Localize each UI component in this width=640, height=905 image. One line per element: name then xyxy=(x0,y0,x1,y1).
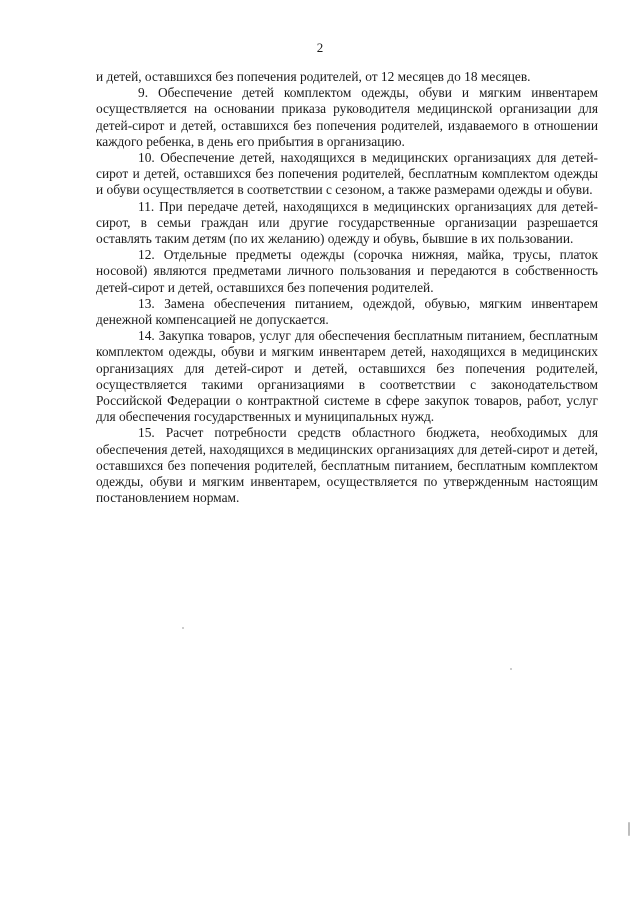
paragraph-continuation: и детей, оставшихся без попечения родителей, от 12 месяцев до 18 месяцев. xyxy=(96,69,531,84)
paragraph-item-9: 9. Обеспечение детей комплектом одежды, обуви и мягким инвентарем осуществляется на основании приказа руководителя медицинской организации для детей-сирот и детей, оставшихся без попечения родителей, издаваемого в отношении каждого ребенка, в день его прибытия в организацию. xyxy=(96,85,598,149)
scan-artifact xyxy=(510,668,512,670)
paragraph-item-11: 11. При передаче детей, находящихся в медицинских организациях для детей-сирот, в семьи граждан или другие государственные организации разрешается оставлять таким детям (по их желанию) одежду и обувь, бывшие в их пользовании. xyxy=(96,198,598,247)
page-number: 2 xyxy=(316,40,324,55)
paragraph-item-15: 15. Расчет потребности средств областного бюджета, необходимых для обеспечения детей, находящихся в медицинских организациях для детей-сирот и детей, оставшихся без попечения родителей, бесплатным питанием, бесплатным комплектом одежды, обуви и мягким инвентарем, осуществляется по утвержденным настоящим постановлением нормам. xyxy=(96,425,598,506)
paragraph-item-14: 14. Закупка товаров, услуг для обеспечения бесплатным питанием, бесплатным комплектом одежды, обуви и мягким инвентарем детей, находящихся в медицинских организациях для детей-сирот и детей, оставшихся без попечения родителей, осуществляется такими организациями в соответствии с законодательством Российской Федерации о контрактной системе в сфере закупок товаров, работ, услуг для обеспечения государственных и муниципальных нужд. xyxy=(96,328,598,425)
paragraph-item-13: 13. Замена обеспечения питанием, одеждой, обувью, мягким инвентарем денежной компенсацией не допускается. xyxy=(96,295,598,328)
scan-artifact xyxy=(628,822,630,836)
document-body xyxy=(96,69,598,506)
paragraph-item-10: 10. Обеспечение детей, находящихся в медицинских организациях для детей-сирот и детей, оставшихся без попечения родителей, бесплатным комплектом одежды и обуви осуществляется в соответствии с сезоном, а также размерами одежды и обуви. xyxy=(96,150,598,198)
scan-artifact xyxy=(182,627,184,629)
paragraph-item-12: 12. Отдельные предметы одежды (сорочка нижняя, майка, трусы, платок носовой) являются предметами личного пользования и передаются в собственность детей-сирот и детей, оставшихся без попечения родителей. xyxy=(96,247,598,295)
